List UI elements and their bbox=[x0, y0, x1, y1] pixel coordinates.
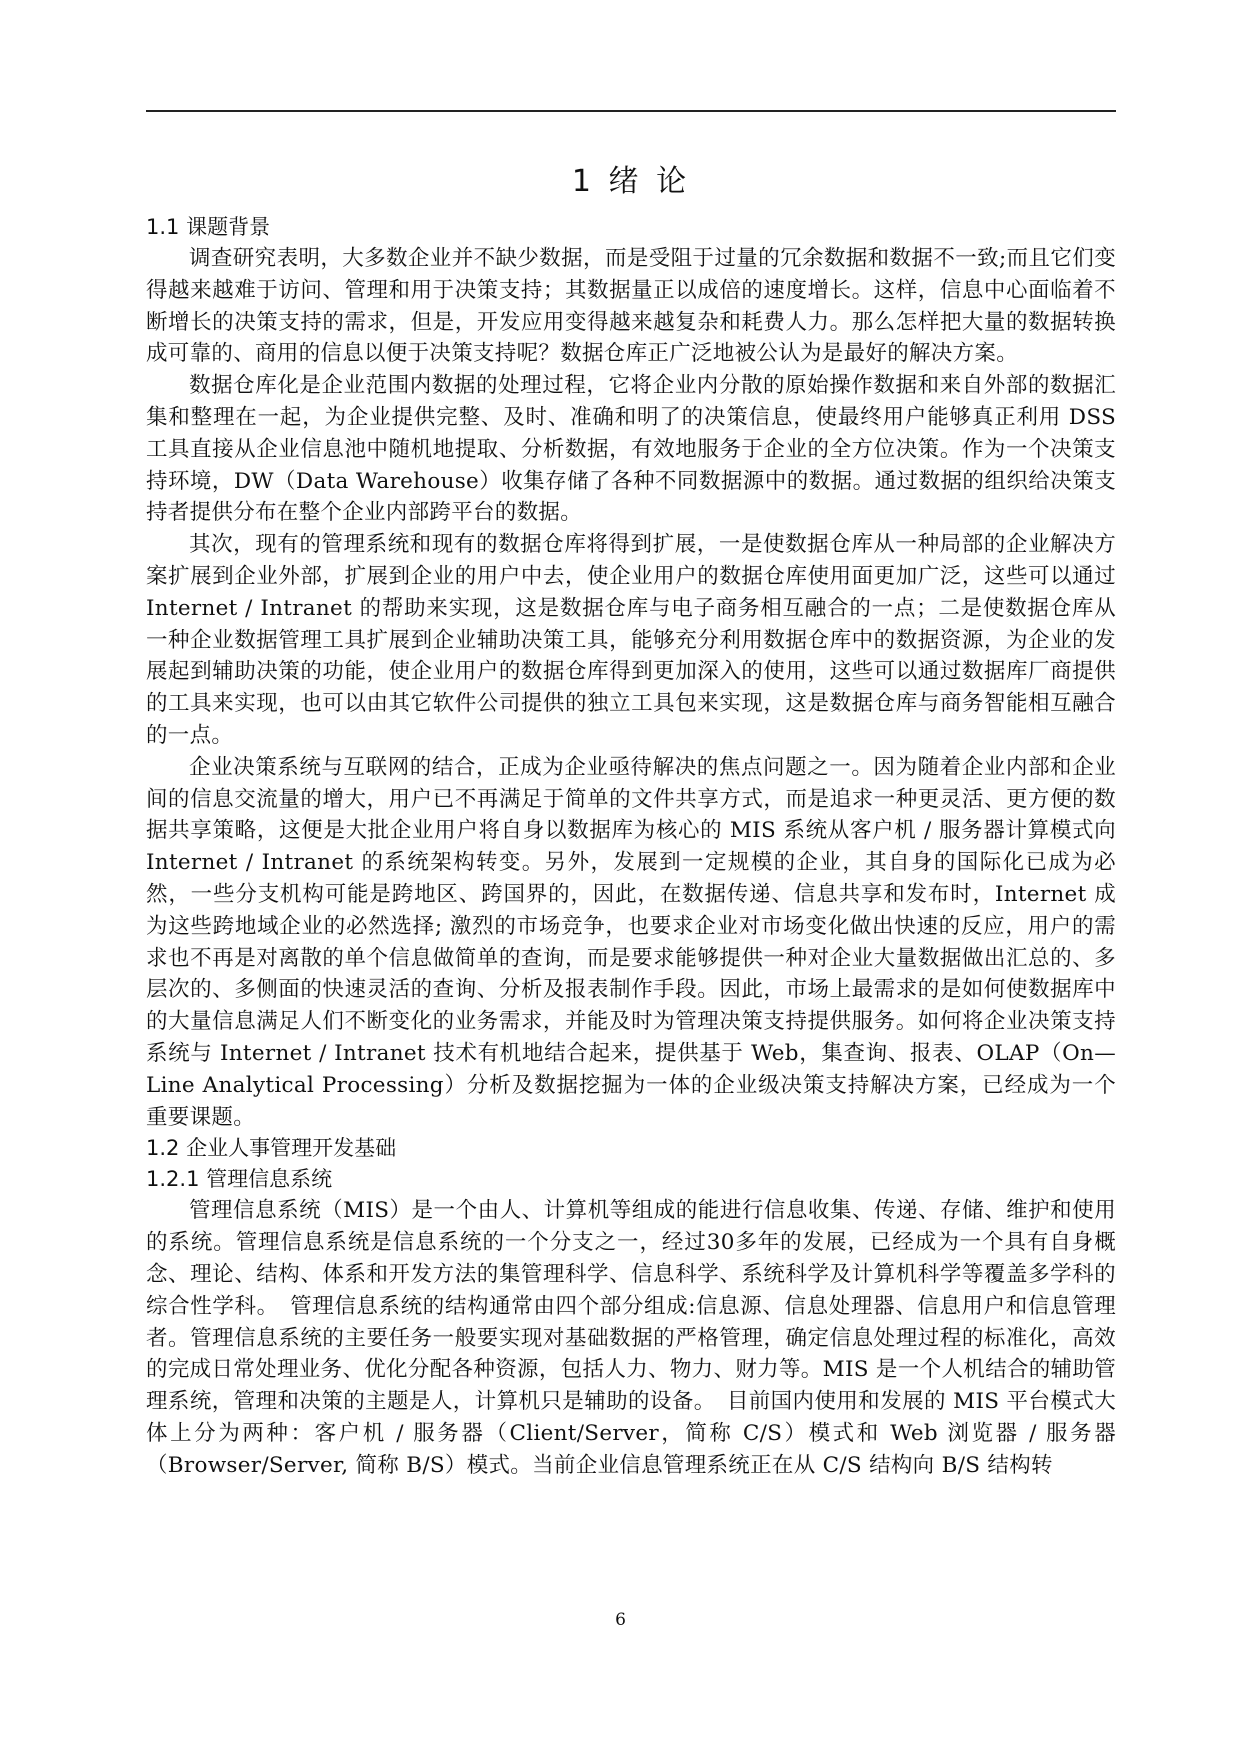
section-heading-1-2-1: 1.2.1 管理信息系统 bbox=[146, 1167, 333, 1192]
paragraph-mis-1: 管理信息系统（MIS）是一个由人、计算机等组成的能进行信息收集、传递、存储、维护和使用的系统。管理信息系统是信息系统的一个分支之一，经过30多年的发展，已经成为一个具有自身概念、理论、结构、体系和开发方法的集管理科学、信息科学、系统科学及计算机科学等覆盖多学科的综合性学科。 管理信息系统的结构通常由四个部分组成:信息源、信息处理器、信息用户和信息管理者。管理信息系统的主要任务一般要实现对基础数据的严格管理，确定信息处理过程的标准化，高效的完成日常处理业务、优化分配各种资源，包括人力、物力、财力等。MIS 是一个人机结合的辅助管理系统，管理和决策的主题是人，计算机只是辅助的设备。 目前国内使用和发展的 MIS 平台模式大体上分为两种：客户机 / 服务器（Client/Server，简称 C/S）模式和 Web 浏览器 / 服务器（Browser/Server, 简称 B/S）模式。当前企业信息管理系统正在从 C/S 结构向 B/S 结构转 bbox=[146, 1198, 1116, 1478]
page-number: 6 bbox=[615, 1610, 626, 1630]
paragraph-background-4: 企业决策系统与互联网的结合，正成为企业亟待解决的焦点问题之一。因为随着企业内部和企业间的信息交流量的增大，用户已不再满足于简单的文件共享方式，而是追求一种更灵活、更方便的数据共享策略，这便是大批企业用户将自身以数据库为核心的 MIS 系统从客户机 / 服务器计算模式向 Internet / Intranet 的系统架构转变。另外，发展到一定规模的企业，其自身的国际化已成为必然，一些分支机构可能是跨地区、跨国界的，因此，在数据传递、信息共享和发布时，Internet 成为这些跨地域企业的必然选择; 激烈的市场竞争，也要求企业对市场变化做出快速的反应，用户的需求也不再是对离散的单个信息做简单的查询，而是要求能够提供一种对企业大量数据做出汇总的、多层次的、多侧面的快速灵活的查询、分析及报表制作手段。因此，市场上最需求的是如何使数据库中的大量信息满足人们不断变化的业务需求，并能及时为管理决策支持提供服务。如何将企业决策支持系统与 Internet / Intranet 技术有机地结合起来，提供基于 Web，集查询、报表、OLAP（On—Line Analytical Processing）分析及数据挖掘为一体的企业级决策支持解决方案，已经成为一个重要课题。 bbox=[146, 754, 1116, 1130]
section-heading-1-2: 1.2 企业人事管理开发基础 bbox=[146, 1136, 397, 1161]
paragraph-background-1: 调查研究表明，大多数企业并不缺少数据，而是受阻于过量的冗余数据和数据不一致;而且它们变得越来越难于访问、管理和用于决策支持；其数据量正以成倍的速度增长。这样，信息中心面临着不断增长的决策支持的需求，但是，开发应用变得越来越复杂和耗费人力。那么怎样把大量的数据转换成可靠的、商用的信息以便于决策支持呢？数据仓库正广泛地被公认为是最好的解决方案。 bbox=[146, 246, 1116, 367]
paragraph-background-3: 其次，现有的管理系统和现有的数据仓库将得到扩展，一是使数据仓库从一种局部的企业解决方案扩展到企业外部，扩展到企业的用户中去，使企业用户的数据仓库使用面更加广泛，这些可以通过 Internet / Intranet 的帮助来实现，这是数据仓库与电子商务相互融合的一点；二是使数据仓库从一种企业数据管理工具扩展到企业辅助决策工具，能够充分利用数据仓库中的数据资源，为企业的发展起到辅助决策的功能，使企业用户的数据仓库得到更加深入的使用，这些可以通过数据库厂商提供的工具来实现，也可以由其它软件公司提供的独立工具包来实现，这是数据仓库与商务智能相互融合的一点。 bbox=[146, 532, 1116, 748]
header-rule bbox=[146, 110, 1116, 112]
chapter-title: 1 绪 论 bbox=[571, 164, 691, 199]
paragraph-background-2: 数据仓库化是企业范围内数据的处理过程，它将企业内分散的原始操作数据和来自外部的数据汇集和整理在一起，为企业提供完整、及时、准确和明了的决策信息，使最终用户能够真正利用 DSS 工具直接从企业信息池中随机地提取、分析数据，有效地服务于企业的全方位决策。作为一个决策支持环境，DW（Data Warehouse）收集存储了各种不同数据源中的数据。通过数据的组织给决策支持者提供分布在整个企业内部跨平台的数据。 bbox=[146, 373, 1116, 526]
page-content bbox=[146, 152, 1116, 1481]
section-heading-1-1: 1.1 课题背景 bbox=[146, 215, 271, 239]
